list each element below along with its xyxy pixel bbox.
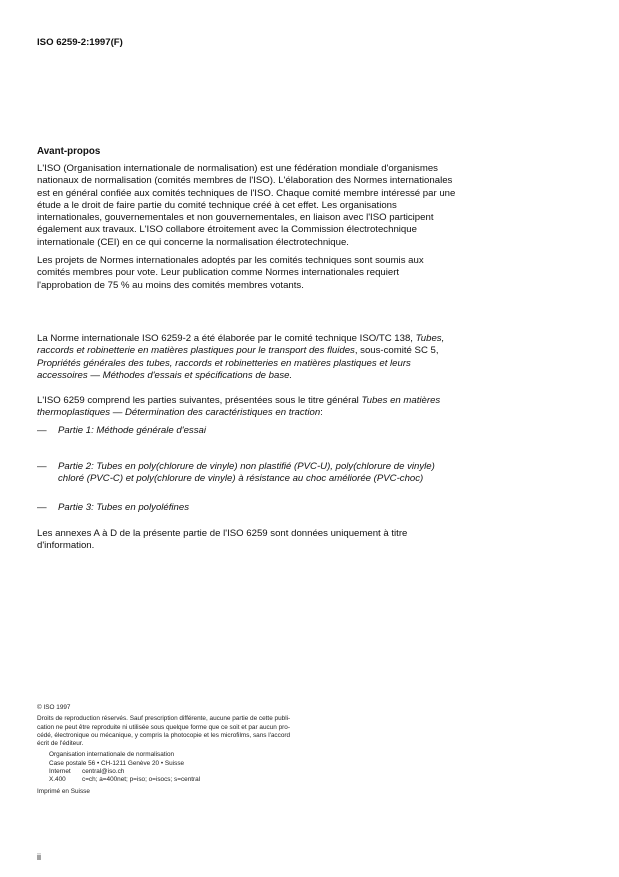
text-segment: La Norme internationale ISO 6259-2 a été élaborée par le comité technique ISO/TC 138, — [37, 333, 416, 344]
text-line — [37, 395, 440, 407]
text-line: Droits de reproduction réservés. Sauf prescription différente, aucune partie de cette publi- — [37, 715, 291, 723]
text-line — [37, 358, 444, 370]
printed-in: Imprimé en Suisse — [37, 787, 90, 795]
text-segment: : — [320, 407, 323, 419]
internet-label: Internet — [49, 768, 71, 776]
document-id-header: ISO 6259-2:1997(F) — [37, 37, 123, 48]
annex-note — [37, 528, 407, 553]
text-line — [37, 407, 440, 419]
dash-bullet: — — [37, 502, 47, 513]
text-segment: , sous-comité SC 5, — [354, 345, 439, 357]
text-segment: internationale (CEI) en ce qui concerne la normalisation électrotechnique. — [37, 236, 349, 248]
text-segment: également aux travaux. L'ISO collabore étroitement avec la Commission électrotechnique — [37, 224, 417, 236]
text-segment: l'approbation de 75 % au moins des comités membres votants. — [37, 279, 304, 291]
internet-email: central@iso.ch — [82, 768, 125, 776]
x400-address: c=ch; a=400net; p=iso; o=isocs; s=central — [82, 776, 201, 784]
text-line — [37, 237, 455, 249]
text-line — [37, 370, 444, 382]
text-segment: comités membres pour vote. Leur publication comme Normes internationales requiert — [37, 267, 400, 279]
paragraph — [37, 333, 444, 382]
text-line: cédé, électronique ou mécanique, y compris la photocopie et les microfilms, sans l'accord — [37, 731, 291, 739]
section-title: Avant-propos — [37, 146, 101, 157]
paragraph — [37, 255, 424, 292]
text-segment: L'ISO 6259 comprend les parties suivantes, présentées sous le titre général — [37, 395, 362, 406]
italic-text: Tubes, — [415, 333, 445, 344]
paragraph — [37, 395, 440, 420]
text-line — [37, 255, 424, 267]
org-name: Organisation internationale de normalisation — [49, 751, 175, 759]
text-line — [37, 280, 424, 292]
rights-text — [37, 715, 290, 748]
italic-text: Propriétés générales des tubes, raccords et robinetteries en matières plastiques et leurs — [37, 357, 411, 369]
postal-address: Case postale 56 • CH-1211 Genève 20 • Suisse — [49, 759, 185, 767]
copyright-line: © ISO 1997 — [37, 704, 71, 711]
part-text: Partie 1: Méthode générale d'essai — [58, 425, 206, 436]
italic-text: thermoplastiques — Détermination des caractéristiques en traction — [37, 407, 321, 419]
italic-text: raccords et robinetterie en matières plastiques pour le transport des fluides — [37, 345, 355, 357]
text-line — [37, 188, 455, 200]
text-line — [37, 163, 455, 175]
text-segment: étude a le droit de faire partie du comité technique créé à cet effet. Les organisations — [37, 199, 397, 211]
text-line — [37, 224, 455, 236]
text-line — [37, 200, 455, 212]
text-segment: Les projets de Normes internationales adoptés par les comités techniques sont soumis aux — [37, 255, 424, 266]
part-text: Partie 3: Tubes en polyoléfines — [58, 502, 190, 513]
text-segment: L'ISO (Organisation internationale de normalisation) est une fédération mondiale d'organismes — [37, 163, 438, 174]
text-line: cation ne peut être reproduite ni utilisée sous quelque forme que ce soit et par aucun pro- — [37, 723, 290, 731]
italic-text: Tubes en matières — [361, 395, 441, 406]
text-line: d'information. — [37, 540, 95, 552]
dash-bullet: — — [37, 461, 47, 472]
part-text: chloré (PVC-C) et poly(chlorure de vinyle) à résistance au choc améliorée (PVC-choc) — [58, 473, 424, 485]
text-segment: internationales, gouvernementales et non gouvernementales, en liaison avec l'ISO participent — [37, 212, 434, 224]
text-line — [37, 175, 455, 187]
part-text: Partie 2: Tubes en poly(chlorure de vinyle) non plastifié (PVC-U), poly(chlorure de vinyle) — [58, 461, 435, 472]
iso-address — [37, 751, 290, 784]
text-line — [37, 212, 455, 224]
page-number: ii — [37, 852, 41, 862]
x400-label: X.400 — [49, 776, 66, 784]
text-line — [37, 333, 444, 345]
text-segment: est en général confiée aux comités techniques de l'ISO. Chaque comité membre intéressé par une — [37, 187, 456, 199]
copyright-notice — [37, 704, 290, 796]
text-line: Les annexes A à D de la présente partie de l'ISO 6259 sont données uniquement à titre — [37, 528, 408, 539]
text-line — [37, 345, 444, 357]
italic-text: accessoires — Méthodes d'essais et spécifications de base. — [37, 369, 293, 381]
text-segment: nationaux de normalisation (comités membres de l'ISO). L'élaboration des Normes internationales — [37, 175, 453, 187]
text-line — [37, 267, 424, 279]
paragraph — [37, 163, 455, 249]
dash-bullet: — — [37, 425, 47, 436]
text-line: écrit de l'éditeur. — [37, 740, 84, 748]
